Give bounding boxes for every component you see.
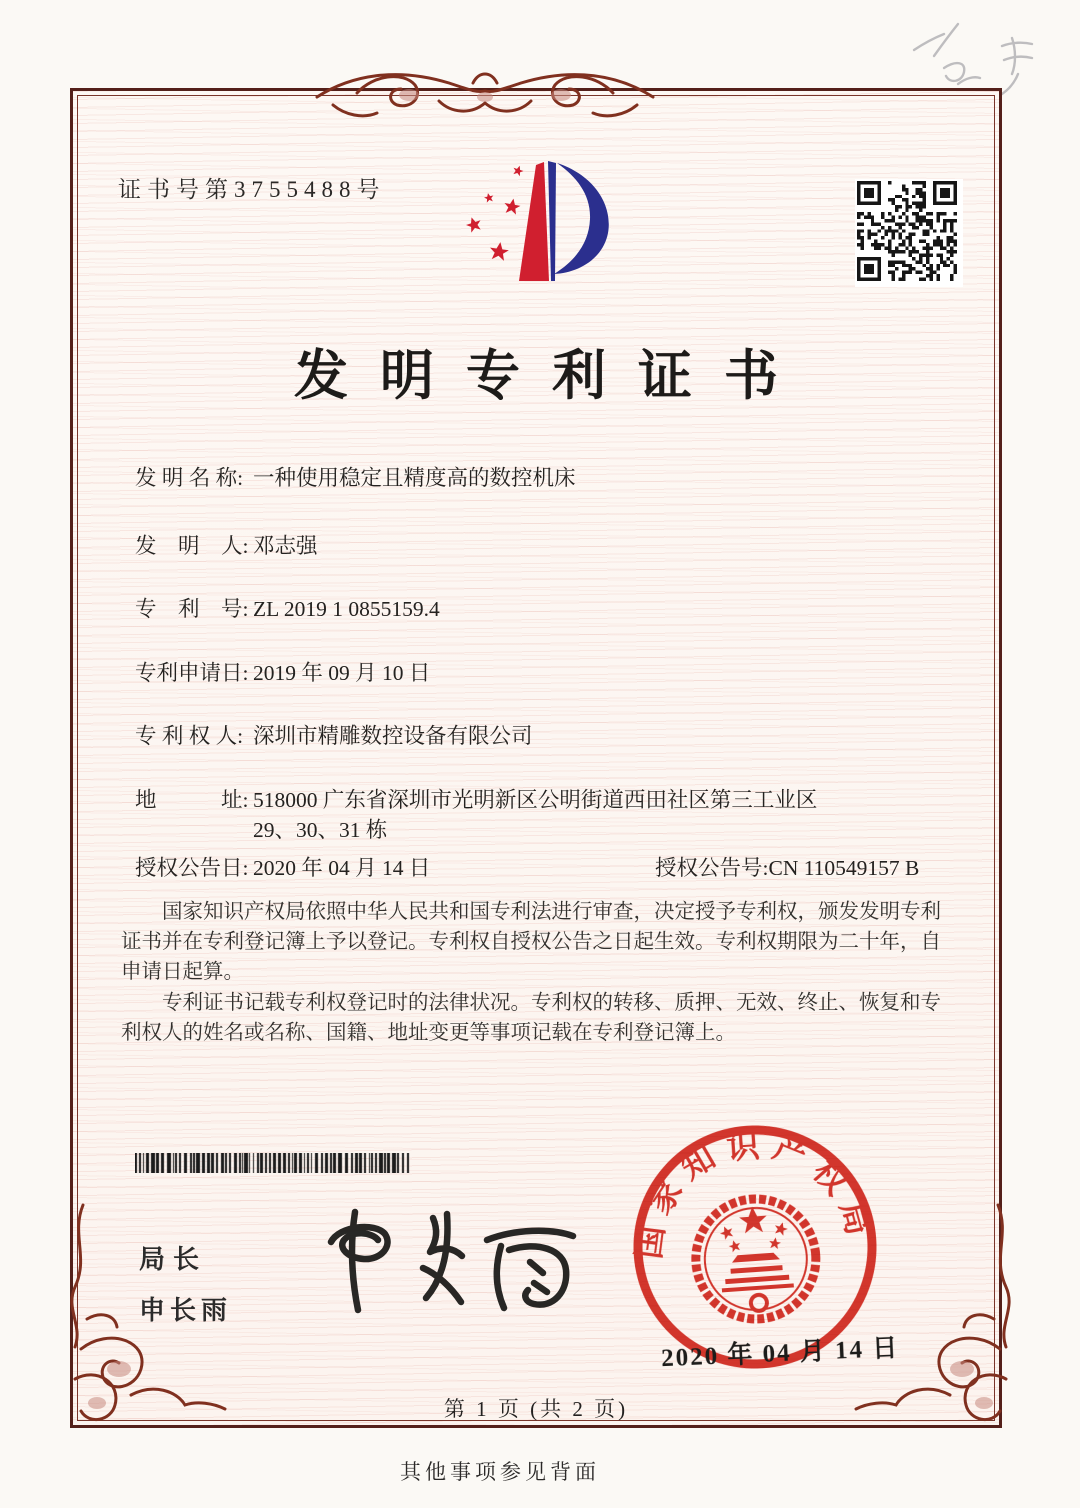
officer-name: 申长雨 [139, 1295, 233, 1325]
svg-text:国家知识产权局 [622, 1119, 879, 1263]
grant-date-value: 2020 年 04 月 14 日 [253, 856, 431, 880]
field-patentee [135, 721, 865, 751]
field-value: ZL 2019 1 0855159.4 [253, 597, 440, 621]
field-label: 专 利 号: [135, 597, 249, 621]
qr-code [855, 179, 963, 287]
certificate-number: 证书号第3755488号 [118, 177, 386, 202]
field-label: 专利申请日: [135, 661, 249, 685]
top-border-flourish-icon [311, 57, 659, 143]
certificate-frame [70, 88, 1002, 1428]
field-patent-number [135, 594, 865, 624]
cnipa-patent-logo-icon [456, 155, 626, 300]
field-value: 邓志强 [253, 534, 318, 558]
field-value: 518000 广东省深圳市光明新区公明街道西田社区第三工业区 29、30、31 栋 [253, 788, 818, 842]
legal-paragraph-1: 国家知识产权局依照中华人民共和国专利法进行审查，决定授予专利权，颁发发明专利证书并在专利登记簿上予以登记。专利权自授权公告之日起生效。专利权期限为二十年，自申请日起算。 [121, 901, 941, 983]
field-inventor [135, 531, 865, 561]
barcode [135, 1153, 411, 1173]
field-label: 发 明 名 称: [135, 466, 244, 490]
officer-title: 局长 [139, 1244, 208, 1274]
grant-date-label: 授权公告日: [135, 856, 249, 880]
field-value: 2019 年 09 月 10 日 [253, 661, 431, 685]
field-value: 深圳市精雕数控设备有限公司 [253, 724, 533, 748]
field-filing-date [135, 658, 865, 688]
certificate-title: 发明专利证书 [294, 346, 810, 406]
officer-block [139, 1239, 232, 1327]
grant-number-label: 授权公告号: [655, 856, 769, 880]
signature-shen-changyu-icon [301, 1196, 601, 1331]
field-label: 专 利 权 人: [135, 724, 244, 748]
field-address [135, 785, 865, 845]
field-grant-row [135, 853, 919, 883]
field-value: 一种使用稳定且精度高的数控机床 [253, 466, 576, 490]
field-label: 发 明 人: [135, 534, 249, 558]
field-label: 地 址: [135, 788, 249, 812]
legal-paragraph-2: 专利证书记载专利权登记时的法律状况。专利权的转移、质押、无效、终止、恢复和专利权人的姓名或名称、国籍、地址变更等事项记载在专利登记簿上。 [121, 992, 941, 1044]
grant-number-value: CN 110549157 B [768, 856, 920, 880]
page-number: 第 1 页 (共 2 页) [443, 1397, 629, 1421]
seal-agency-text: 国家知识产权局 [631, 1127, 879, 1262]
footer-note: 其他事项参见背面 [400, 1460, 600, 1484]
legal-text [121, 897, 945, 1049]
field-invention-name [135, 463, 865, 493]
seal-date: 2020 年 04 月 14 日 [660, 1334, 900, 1373]
